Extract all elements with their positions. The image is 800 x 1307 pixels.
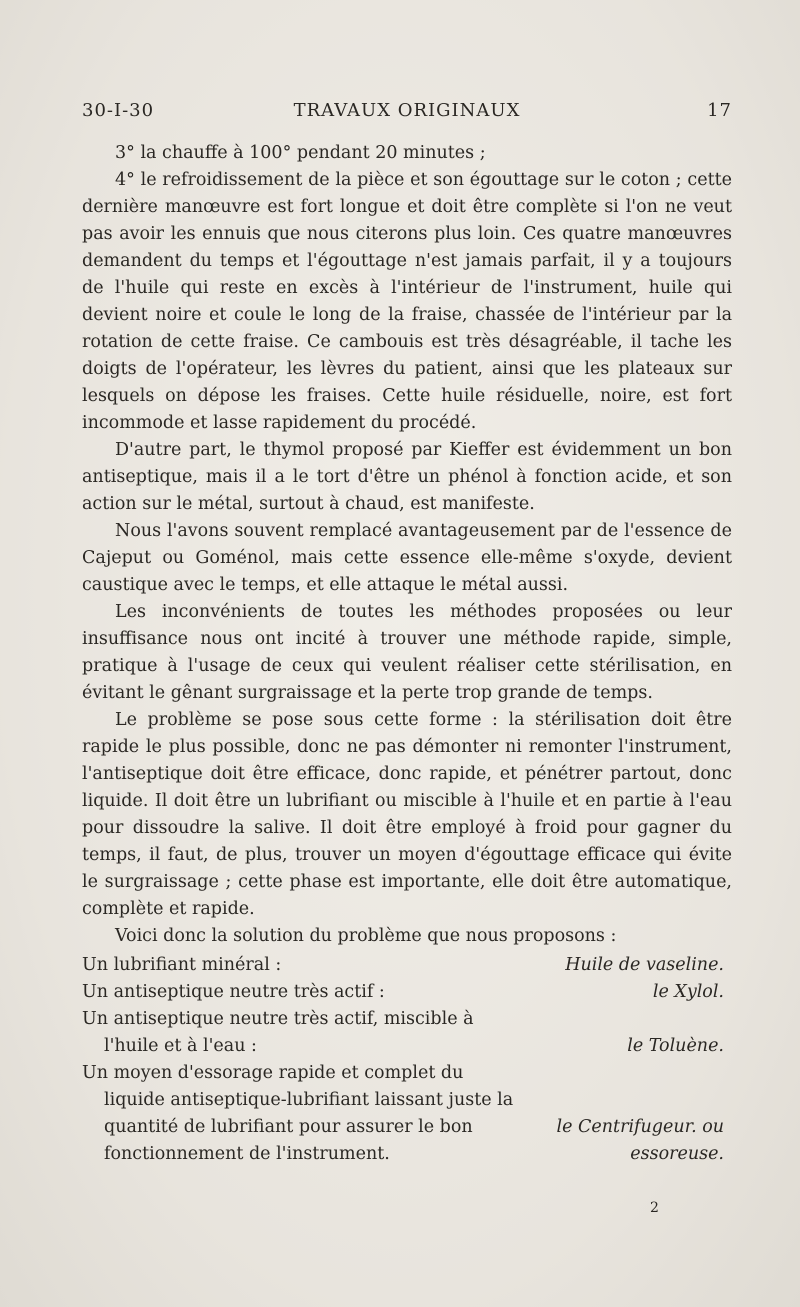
solution-list (82, 952, 732, 1168)
solution-need: Un antiseptique neutre très actif : (82, 982, 385, 1002)
list-item (82, 979, 732, 1006)
header-date: 30-I-30 (82, 100, 155, 121)
paragraph-step-3: 3° la chauffe à 100° pendant 20 minutes ; (115, 143, 486, 163)
paragraph-probleme: Le problème se pose sous cette forme : la stérilisation doit être rapide le plus possible, donc ne pas démonter ni remonter l'instrument, l'antiseptique doit être efficace, donc rapide, et pénétrer partout, donc liquide. Il doit être un lubrifiant ou miscible à l'huile et en partie à l'eau pour dissoudre la salive. Il doit être employé à froid pour gagner du temps, il faut, de plus, trouver un moyen d'égouttage efficace qui évite le surgraissage ; cette phase est importante, elle doit être automatique, complète et rapide. (82, 710, 732, 919)
list-item (82, 1006, 732, 1060)
list-item (82, 1060, 732, 1168)
header-section-title: TRAVAUX ORIGINAUX (293, 100, 521, 121)
solution-need: Un antiseptique neutre très actif, miscible à l'huile et à l'eau : (82, 1009, 474, 1056)
paragraph-solution-intro: Voici donc la solution du problème que nous proposons : (115, 926, 617, 946)
signature-mark: 2 (650, 1200, 659, 1216)
paragraph-inconvenients: Les inconvénients de toutes les méthodes proposées ou leur insuffisance nous ont incité à trouver une méthode rapide, simple, pratique à l'usage de ceux qui veulent réaliser cette stérilisation, en évitant le gênant surgraissage et la perte trop grande de temps. (82, 602, 732, 703)
page-number: 17 (707, 100, 732, 121)
solution-answer: le Centrifugeur. ou essoreuse. (556, 1117, 724, 1164)
paragraph-thymol: D'autre part, le thymol proposé par Kieffer est évidemment un bon antiseptique, mais il a le tort d'être un phénol à fonction acide, et son action sur le métal, surtout à chaud, est manifeste. (82, 440, 732, 514)
paragraph-step-4: 4° le refroidissement de la pièce et son égouttage sur le coton ; cette dernière manœuvre est fort longue et doit être complète si l'on ne veut pas avoir les ennuis que nous citerons plus loin. Ces quatre manœuvres demandent du temps et l'égouttage n'est jamais parfait, il y a toujours de l'huile qui reste en excès à l'intérieur de l'instrument, huile qui devient noire et coule le long de la fraise, chassée de l'intérieur par la rotation de cette fraise. Ce cambouis est très désagréable, il tache les doigts de l'opérateur, les lèvres du patient, ainsi que les plateaux sur lesquels on dépose les fraises. Cette huile résiduelle, noire, est fort incommode et lasse rapidement du procédé. (82, 170, 732, 433)
solution-answer: le Toluène. (627, 1036, 724, 1056)
solution-need: Un moyen d'essorage rapide et complet du liquide antiseptique-lubrifiant laissant juste la quantité de lubrifiant pour assurer le bon fonctionnement de l'instrument. (82, 1063, 514, 1164)
list-item (82, 952, 732, 979)
solution-answer: le Xylol. (652, 982, 724, 1002)
solution-answer: Huile de vaseline. (565, 955, 724, 975)
page-body (82, 140, 732, 1168)
solution-need: Un lubrifiant minéral : (82, 955, 282, 975)
paragraph-cajeput: Nous l'avons souvent remplacé avantageusement par de l'essence de Cajeput ou Goménol, mais cette essence elle-même s'oxyde, devient caustique avec le temps, et elle attaque le métal aussi. (82, 521, 732, 595)
